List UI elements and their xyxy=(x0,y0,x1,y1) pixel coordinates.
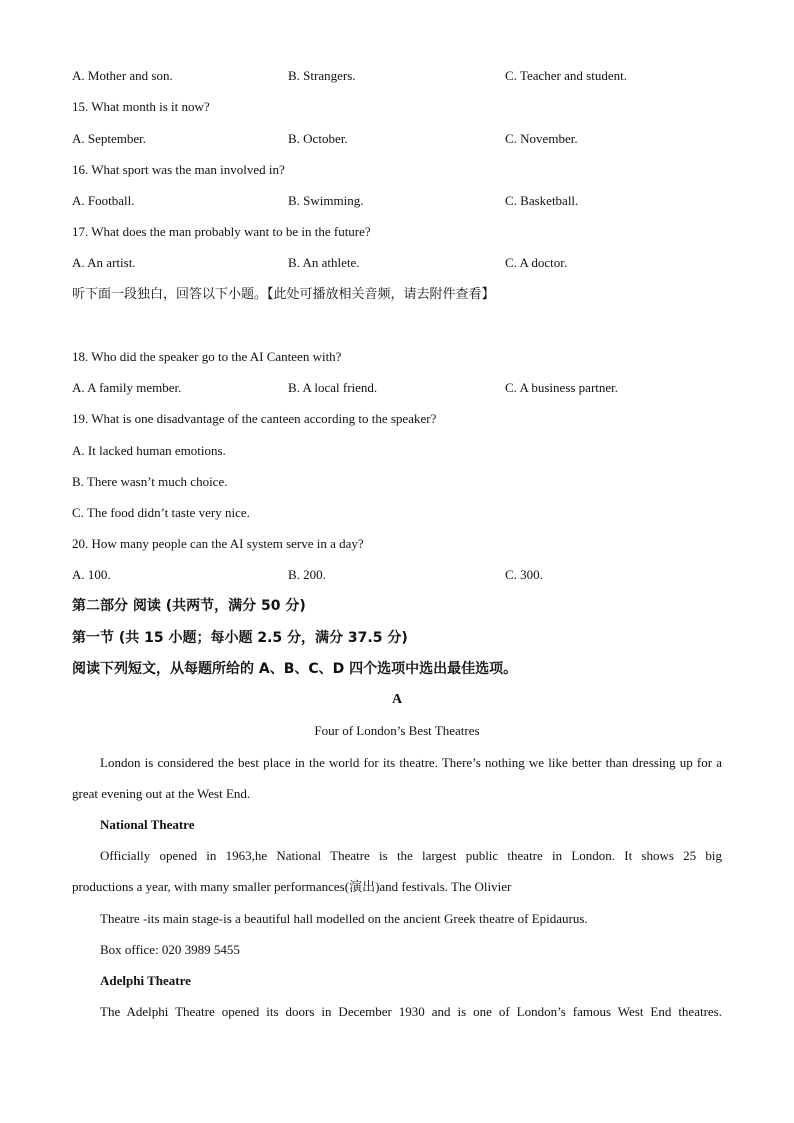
q14-option-a[interactable]: A. Mother and son. xyxy=(72,68,173,83)
q14-option-c[interactable]: C. Teacher and student. xyxy=(505,68,627,83)
q18-question: 18. Who did the speaker go to the AI Canteen with? xyxy=(72,349,342,364)
q18-options xyxy=(72,380,722,396)
q14-option-b[interactable]: B. Strangers. xyxy=(288,68,356,83)
national-theatre-line-3: Theatre -its main stage-is a beautiful hall modelled on the ancient Greek theatre of Epidaurus. xyxy=(100,911,588,926)
national-theatre-line-2: productions a year, with many smaller performances(演出)and festivals. The Olivier xyxy=(72,879,512,894)
q17-option-a[interactable]: A. An artist. xyxy=(72,255,136,270)
q20-question: 20. How many people can the AI system serve in a day? xyxy=(72,536,364,551)
q16-question: 16. What sport was the man involved in? xyxy=(72,162,285,177)
q18-option-c[interactable]: C. A business partner. xyxy=(505,380,619,395)
q16-option-a[interactable]: A. Football. xyxy=(72,193,135,208)
q19-option-a[interactable]: A. It lacked human emotions. xyxy=(72,443,226,458)
q15-option-a[interactable]: A. September. xyxy=(72,131,147,146)
q17-option-b[interactable]: B. An athlete. xyxy=(288,255,360,270)
national-theatre-line-1: Officially opened in 1963,he National Theatre is the largest public theatre in London. It shows 25 big xyxy=(100,848,722,863)
adelphi-theatre-line-1: The Adelphi Theatre opened its doors in December 1930 and is one of London’s famous West End theatres. xyxy=(100,1004,722,1019)
section-one-title: 第一节 (共 15 小题；每小题 2.5 分，满分 37.5 分) xyxy=(72,630,408,646)
q19-question: 19. What is one disadvantage of the canteen according to the speaker? xyxy=(72,411,437,426)
q19-option-c[interactable]: C. The food didn’t taste very nice. xyxy=(72,505,250,520)
q15-question: 15. What month is it now? xyxy=(72,99,210,114)
national-box-office: Box office: 020 3989 5455 xyxy=(100,942,240,957)
q20-option-b[interactable]: B. 200. xyxy=(288,567,326,582)
monologue-instruction: 听下面一段独白，回答以下小题。【此处可播放相关音频，请去附件查看】 xyxy=(72,287,495,302)
q20-options xyxy=(72,567,722,583)
q19-option-b[interactable]: B. There wasn’t much choice. xyxy=(72,474,228,489)
passage-letter: A xyxy=(391,692,403,707)
adelphi-theatre-heading: Adelphi Theatre xyxy=(100,973,191,988)
national-theatre-heading: National Theatre xyxy=(100,817,195,832)
q15-option-c[interactable]: C. November. xyxy=(505,131,578,146)
q15-options xyxy=(72,131,722,147)
q17-option-c[interactable]: C. A doctor. xyxy=(505,255,568,270)
q18-option-a[interactable]: A. A family member. xyxy=(72,380,182,395)
q16-option-c[interactable]: C. Basketball. xyxy=(505,193,579,208)
passage-title: Four of London’s Best Theatres xyxy=(314,723,480,738)
part-two-title: 第二部分 阅读 (共两节，满分 50 分) xyxy=(72,598,306,614)
passage-intro: London is considered the best place in the world for its theatre. There’s nothing we like better than dressing up for a great evening out at the West End. xyxy=(72,755,722,801)
q15-option-b[interactable]: B. October. xyxy=(288,131,348,146)
q17-options xyxy=(72,255,722,271)
q20-option-c[interactable]: C. 300. xyxy=(505,567,543,582)
q17-question: 17. What does the man probably want to be in the future? xyxy=(72,224,371,239)
q20-option-a[interactable]: A. 100. xyxy=(72,567,111,582)
q14-options xyxy=(72,68,722,84)
reading-instruction: 阅读下列短文，从每题所给的 A、B、C、D 四个选项中选出最佳选项。 xyxy=(72,661,518,677)
q16-options xyxy=(72,193,722,209)
q18-option-b[interactable]: B. A local friend. xyxy=(288,380,378,395)
q16-option-b[interactable]: B. Swimming. xyxy=(288,193,364,208)
